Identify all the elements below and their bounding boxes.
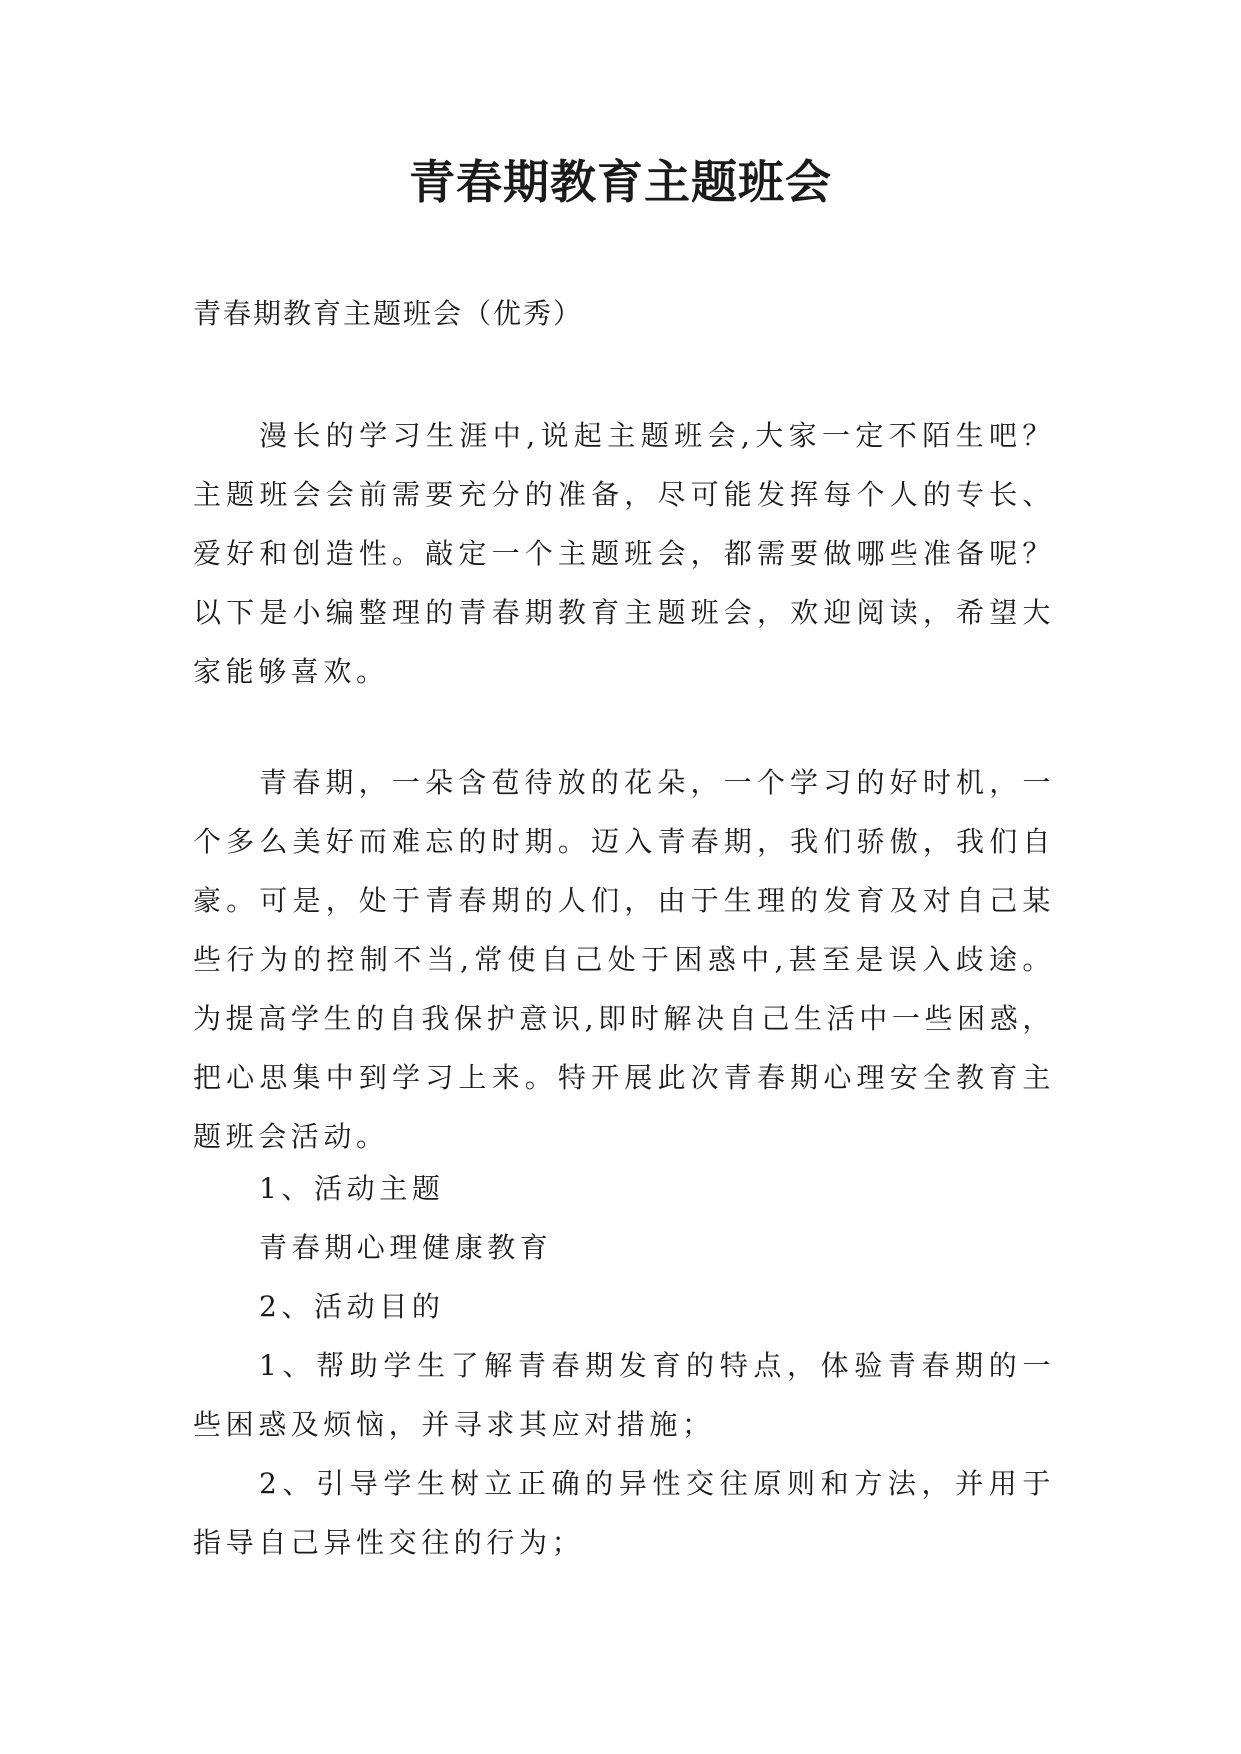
section-heading-purpose: 2、活动目的 bbox=[259, 1290, 445, 1323]
document-title: 青春期教育主题班会 bbox=[409, 155, 832, 209]
theme-text: 青春期心理健康教育 bbox=[259, 1231, 553, 1264]
section-heading-theme: 1、活动主题 bbox=[259, 1172, 445, 1205]
purpose-item-1: 1、帮助学生了解青春期发育的特点，体验青春期的一些困惑及烦恼，并寻求其应对措施； bbox=[193, 1349, 1055, 1441]
purpose-item-2: 2、引导学生树立正确的异性交往原则和方法，并用于指导自己异性交往的行为； bbox=[193, 1467, 1055, 1559]
document-subtitle: 青春期教育主题班会（优秀） bbox=[193, 297, 584, 330]
background-paragraph: 青春期，一朵含苞待放的花朵，一个学习的好时机，一个多么美好而难忘的时期。迈入青春期，我们骄傲，我们自豪。可是，处于青春期的人们，由于生理的发育及对自己某些行为的控制不当,常使自己处于困惑中,甚至是误入歧途。为提高学生的自我保护意识,即时解决自己生活中一些困惑，把心思集中到学习上来。特开展此次青春期心理安全教育主题班会活动。 bbox=[193, 766, 1055, 1153]
intro-paragraph: 漫长的学习生涯中,说起主题班会,大家一定不陌生吧？主题班会会前需要充分的准备，尽可能发挥每个人的专长、爱好和创造性。敲定一个主题班会，都需要做哪些准备呢？以下是小编整理的青春期教育主题班会，欢迎阅读，希望大家能够喜欢。 bbox=[193, 419, 1055, 688]
